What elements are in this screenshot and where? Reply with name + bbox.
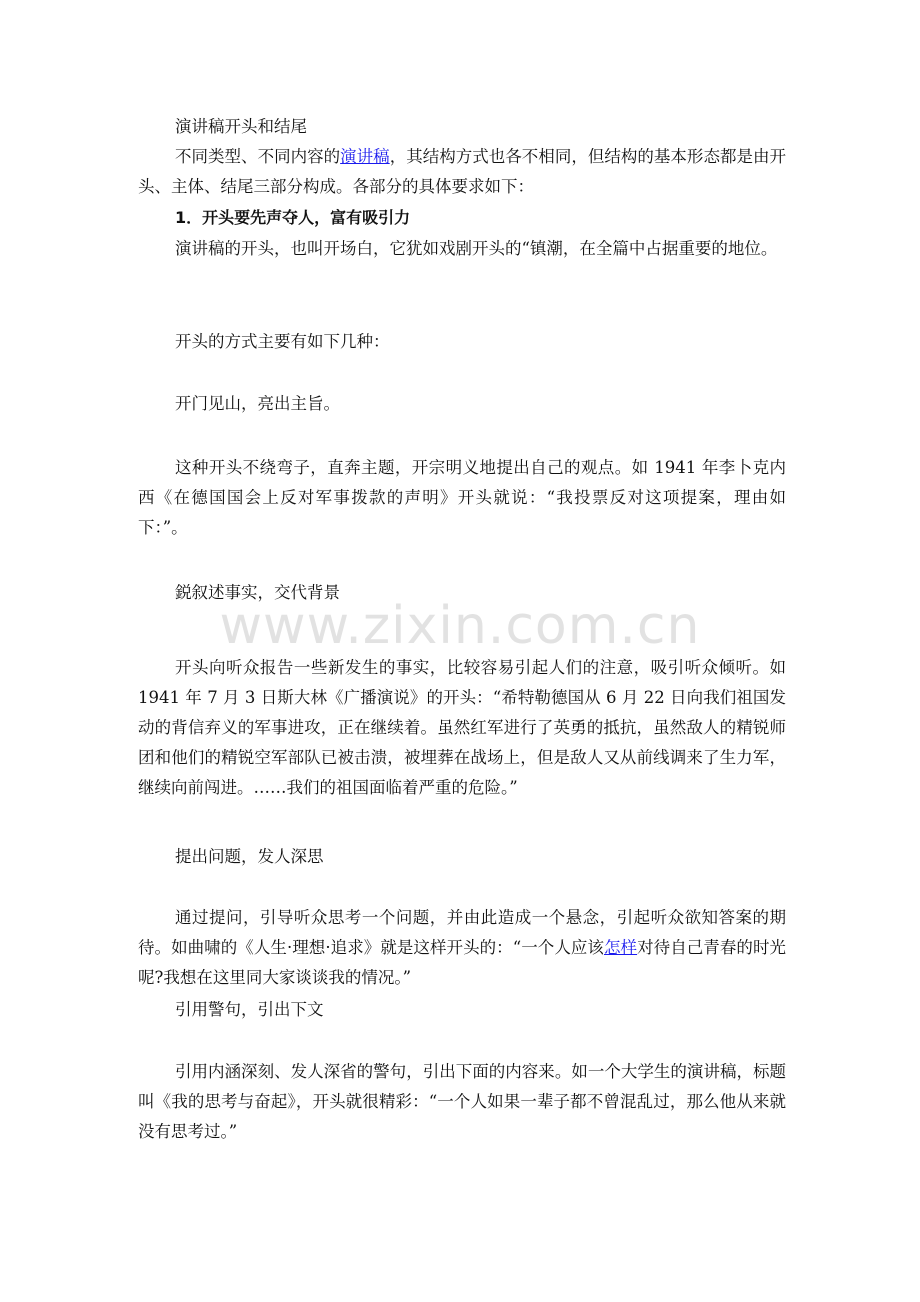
method3-text-start: 通过提问，引导听众思考一个问题，并由此造成一个悬念，引起听众欲知答案的期待。如曲啸的《人生·理想·追求》就是这样开头的：“一个人应该 xyxy=(138,908,786,957)
intro-text-start: 不同类型、不同内容的 xyxy=(175,147,341,166)
method3-text-end: 对待自己青春的时光呢?我想在这里同大家谈谈我的情况。” xyxy=(138,938,787,987)
method2-body: 开头向听众报告一些新发生的事实，比较容易引起人们的注意，吸引听众倾听。如 1941 年 7 月 3 日斯大林《广播演说》的开头：“希特勒德国从 6 月 22 日向我们祖国发动的背信弃义的军事进攻，正在继续着。虽然红军进行了英勇的抵抗，虽然敌人的精锐师团和他们的精锐空军部队已被击溃，被埋葬在战场上，但是敌人又从前线调来了生力军，继续向前闯进。……我们的祖国面临着严重的危险。” xyxy=(138,658,786,797)
method4-title: 引用警句，引出下文 xyxy=(175,1000,324,1019)
intro-paragraph xyxy=(138,142,786,202)
how-link[interactable]: 怎样 xyxy=(603,938,638,957)
speech-draft-link[interactable]: 演讲稿 xyxy=(340,147,390,166)
method2-title: 鋭叙述事实，交代背景 xyxy=(175,583,340,602)
intro-text-end: ，其结构方式也各不相同，但结构的基本形态都是由开头、主体、结尾三部分构成。各部分的具体要求如下： xyxy=(138,147,787,196)
section1-heading: 1．开头要先声夺人，富有吸引力 xyxy=(175,208,411,227)
opening-paragraph: 演讲稿的开头，也叫开场白，它犹如戏剧开头的“镇潮，在全篇中占据重要的地位。 xyxy=(175,239,778,258)
method1-body: 这种开头不绕弯子，直奔主题，开宗明义地提出自己的观点。如 1941 年李卜克内西《在德国国会上反对军事拨款的声明》开头就说：“我投票反对这项提案，理由如下：”。 xyxy=(138,458,786,537)
method1-title: 开门见山，亮出主旨。 xyxy=(175,394,340,413)
watermark: www.zixin.com.cn xyxy=(219,596,701,656)
method4-body: 引用内涵深刻、发人深省的警句，引出下面的内容来。如一个大学生的演讲稿，标题叫《我的思考与奋起》，开头就很精彩：“一个人如果一辈子都不曾混乱过，那么他从来就没有思考过。” xyxy=(138,1062,786,1141)
methods-intro: 开头的方式主要有如下几种： xyxy=(175,332,390,351)
document-title: 演讲稿开头和结尾 xyxy=(175,117,307,136)
method3-body xyxy=(138,903,786,993)
method3-title: 提出问题，发人深思 xyxy=(175,847,324,866)
